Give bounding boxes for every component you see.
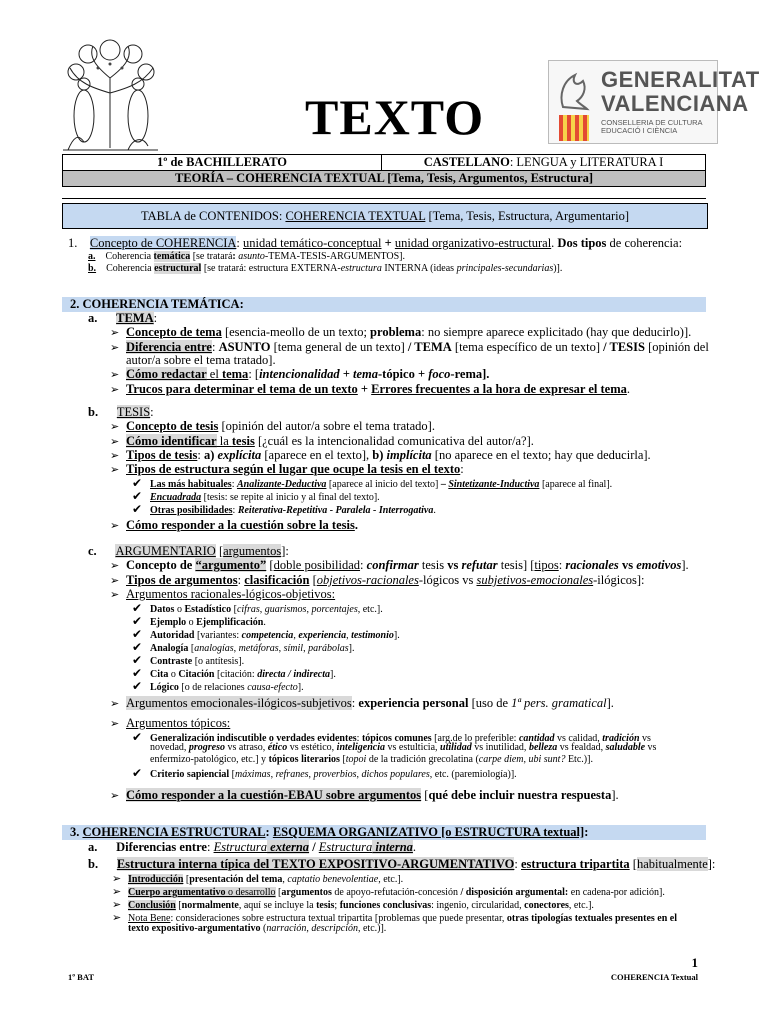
tema-item-2: ➢ Diferencia entre: ASUNTO [tema general de un texto] / TEMA [tema específico de un texto] / TESIS [opinión del <box>110 340 709 354</box>
est-sub-2: ➢ Cuerpo argumentativo o desarrollo [argumentos de apoyo-refutación-concesión / disposición argumental: en cadena-por adición]. <box>112 886 665 898</box>
arg-item-4: ➢ Argumentos emocionales-ilógicos-subjetivos: experiencia personal [uso de 1ª pers. gramatical]. <box>110 696 614 710</box>
tesis-structure-3: ✔ Otras posibilidades: Reiterativa-Repetitiva - Paralela - Interrogativa. <box>132 502 436 516</box>
tesis-heading: b. TESIS: <box>88 405 154 419</box>
bat-crest-icon <box>557 67 593 111</box>
section2-heading: 2. COHERENCIA TEMÁTICA: <box>62 297 706 312</box>
arg-rational-6: ✔ Cita o Citación [citación: directa / indirecta]. <box>132 666 336 680</box>
arg-heading: c. ARGUMENTARIO [argumentos]: <box>88 544 289 558</box>
arg-rational-7: ✔ Lógico [o de relaciones causa-efecto]. <box>132 679 304 693</box>
header-divider <box>62 198 706 199</box>
tema-item-1: ➢ Concepto de tema [esencia-meollo de un texto; problema: no siempre aparece explicitado (hay que deducirlo)]. <box>110 325 692 339</box>
generalitat-logo <box>548 60 760 144</box>
arg-topic-1-cont1: novedad, progreso vs atraso, ético vs estético, inteligencia vs estulticia, utilidad vs inutilidad, belleza vs fealdad, saludable vs <box>150 742 657 753</box>
toc-heading: TABLA de CONTENIDOS: COHERENCIA TEXTUAL [Tema, Tesis, Estructura, Argumentario] <box>62 203 708 229</box>
arg-rational-4: ✔ Analogía [analogías, metáforas, símil, parábolas]. <box>132 640 355 654</box>
est-sub-1: ➢ Introducción [presentación del tema, captatio benevolentiae, etc.]. <box>112 873 404 885</box>
tesis-structure-1: ✔ Las más habituales: Analizante-Deductiva [aparece al inicio del texto] – Sintetizante-Inductiva [aparece al final]. <box>132 476 613 490</box>
tema-item-2-cont: autor/a sobre el tema tratado]. <box>126 353 276 367</box>
est-sub-4-cont: texto expositivo-argumentativo (narración, descripción, etc.)]. <box>128 923 387 934</box>
arg-topic-1: ✔ Generalización indiscutible o verdades evidentes: tópicos comunes [arg.de lo preferible: cantidad vs calidad, tradición vs <box>132 730 651 744</box>
document-title: TEXTO <box>305 89 485 145</box>
item1-line: 1. Concepto de COHERENCIA: unidad temático-conceptual + unidad organizativo-estructural. Dos tipos de coherencia: <box>68 236 683 250</box>
est-b: b. Estructura interna típica del TEXTO EXPOSITIVO-ARGUMENTATIVO: estructura tripartita [habitualmente]: <box>88 857 716 871</box>
subject-cell: CASTELLANO: LENGUA y LITERATURA I <box>382 155 706 171</box>
adam-eve-woodcut-image <box>58 38 163 156</box>
arg-item-5: ➢ Argumentos tópicos: <box>110 716 231 730</box>
tesis-item-5: ➢ Cómo responder a la cuestión sobre la tesis. <box>110 518 358 532</box>
arg-item-2: ➢ Tipos de argumentos: clasificación [objetivos-racionales-lógicos vs subjetivos-emocionales-ilógicos]: <box>110 573 645 587</box>
item1-b: b. Coherencia estructural [se tratará: estructura EXTERNA-estructura INTERNA (ideas principales-secundarias)]. <box>88 263 563 274</box>
senyera-stripes <box>559 115 589 141</box>
course-header-table <box>62 154 706 187</box>
tema-item-4: ➢ Trucos para determinar el tema de un texto + Errores frecuentes a la hora de expresar el tema. <box>110 382 631 396</box>
logo-text-line1: GENERALITAT <box>601 67 760 92</box>
arg-rational-3: ✔ Autoridad [variantes: competencia, experiencia, testimonio]. <box>132 627 400 641</box>
arg-item-1: ➢ Concepto de “argumento” [doble posibilidad: confirmar tesis vs refutar tesis] [tipos: racionales vs emotivos]. <box>110 558 689 572</box>
tema-item-3: ➢ Cómo redactar el tema: [intencionalidad + tema-tópico + foco-rema]. <box>110 367 490 381</box>
footer-topic: COHERENCIA Textual <box>610 972 698 982</box>
section3-heading: 3. COHERENCIA ESTRUCTURAL: ESQUEMA ORGANIZATIVO [o ESTRUCTURA textual]: <box>62 825 706 840</box>
est-sub-4: ➢ Nota Bene: consideraciones sobre estructura textual tripartita [problemas que puede presentar, otras tipologías textuales presentes en el <box>112 912 677 924</box>
topic-cell: TEORÍA – COHERENCIA TEXTUAL [Tema, Tesis, Argumentos, Estructura] <box>63 171 706 187</box>
logo-subtitle: CONSELLERIA DE CULTURA EDUCACIÓ I CIÈNCIA <box>601 118 703 135</box>
est-sub-3: ➢ Conclusión [normalmente, aquí se incluye la tesis; funciones conclusivas: ingenio, circularidad, conectores, etc.]. <box>112 899 594 911</box>
arg-topic-2: ✔ Criterio sapiencial [máximas, refranes, proverbios, dichos populares, etc. (paremiología)]. <box>132 766 517 780</box>
est-a: a. Diferencias entre: Estructura externa / Estructura interna. <box>88 840 417 854</box>
tesis-item-1: ➢ Concepto de tesis [opinión del autor/a sobre el tema tratado]. <box>110 419 435 433</box>
arg-rational-1: ✔ Datos o Estadístico [cifras, guarismos, porcentajes, etc.]. <box>132 601 383 615</box>
footer-course: 1º BAT <box>68 972 95 982</box>
arg-rational-5: ✔ Contraste [o antítesis]. <box>132 653 245 667</box>
item1-a: a. Coherencia temática [se tratará: asunto-TEMA-TESIS-ARGUMENTOS]. <box>88 251 406 262</box>
course-cell: 1º de BACHILLERATO <box>63 155 382 171</box>
arg-rational-2: ✔ Ejemplo o Ejemplificación. <box>132 614 266 628</box>
arg-topic-1-cont2: enfermizo-patológico, etc.] y tópicos literarios [topoi de la tradición grecolatina (carpe diem, ubi sunt? Etc.)]. <box>150 754 593 765</box>
logo-text-line2: VALENCIANA <box>601 91 749 116</box>
page-number: 1 <box>691 955 698 970</box>
arg-item-3: ➢ Argumentos racionales-lógicos-objetivos: <box>110 587 336 601</box>
tesis-item-3: ➢ Tipos de tesis: a) explícita [aparece en el texto], b) implícita [no aparece en el texto; hay que deducirla]. <box>110 448 651 462</box>
tesis-item-2: ➢ Cómo identificar la tesis [¿cuál es la intencionalidad comunicativa del autor/a?]. <box>110 434 534 448</box>
arg-item-6: ➢ Cómo responder a la cuestión-EBAU sobre argumentos [qué debe incluir nuestra respuesta]. <box>110 788 619 802</box>
tesis-structure-2: ✔ Encuadrada [tesis: se repite al inicio y al final del texto]. <box>132 489 380 503</box>
tesis-item-4: ➢ Tipos de estructura según el lugar que ocupe la tesis en el texto: <box>110 462 464 476</box>
tema-heading: a. TEMA: <box>88 311 158 325</box>
